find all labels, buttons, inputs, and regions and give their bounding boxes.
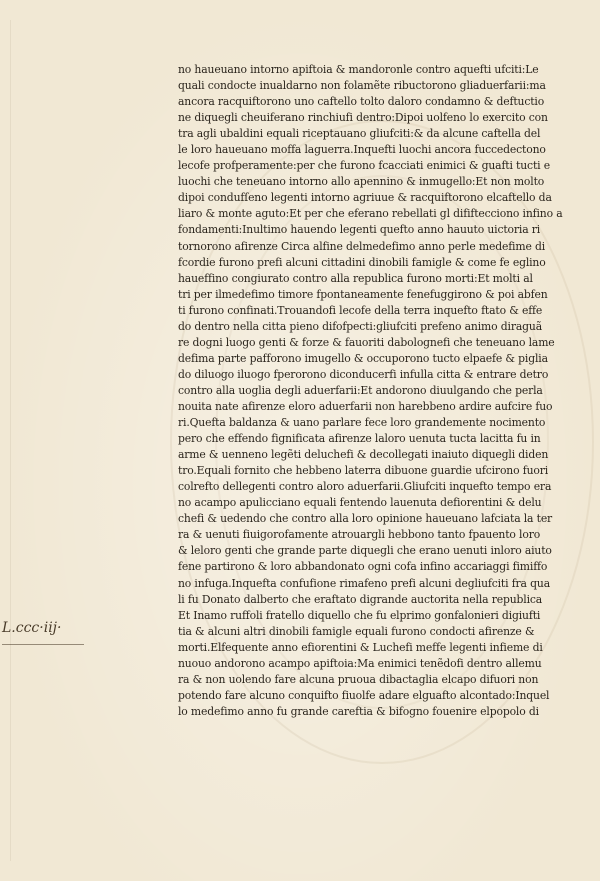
text-line: quali condocte inualdarno non folamẽte ribuctorono gliaduerfarii:ma [178, 79, 546, 93]
margin-annotation-underline [2, 644, 84, 645]
text-line: ri.Quefta baldanza & uano parlare fece loro grandemente nocimento [178, 416, 546, 430]
text-line: le loro haueuano moffa laguerra.Inquefti luochi ancora fuccedectono [178, 143, 546, 157]
text-line: chefi & uedendo che contro alla loro opinione haueuano lafciata la ter [178, 512, 553, 526]
text-line: tornorono afirenze Circa alfine delmedefimo anno perle medefime di [178, 239, 546, 253]
text-line: lecofe profperamente:per che furono fcacciati enimici & guafti tucti e [178, 159, 550, 173]
text-line: no acampo apulicciano equali fentendo lauenuta defiorentini & delu [178, 496, 542, 510]
text-line: ancora racquiftorono uno caftello tolto daloro condamno & deftuctio [178, 95, 545, 109]
text-line: fene partirono & loro abbandonato ogni cofa infino accariaggi fimiffo [178, 560, 548, 574]
text-line: tro.Equali fornito che hebbeno laterra dibuone guardie ufcirono fuori [178, 464, 549, 478]
margin-annotation: L.ccc·iij· [2, 620, 62, 636]
text-line: ti furono confinati.Trouandofi lecofe della terra inquefto ftato & effe [178, 303, 543, 317]
text-line: ne diquegli cheuiferano rinchiufi dentro:Dipoi uolfeno lo exercito con [178, 111, 548, 125]
text-line: nouita nate afirenze eloro aduerfarii non harebbeno ardire aufcire fuo [178, 399, 553, 413]
text-line: tia & alcuni altri dinobili famigle equali furono condocti afirenze & [178, 624, 535, 638]
text-line: re dogni luogo genti & forze & fauoriti dabolognefi che teneuano lame [178, 335, 555, 349]
text-line: lo medefimo anno fu grande careftia & bifogno fouenire elpopolo di [178, 704, 539, 718]
text-line: ra & non uolendo fare alcuna pruoua dibactaglia elcapo difuori non [178, 672, 539, 686]
text-line: no infuga.Inquefta confufione rimafeno prefi alcuni degliufciti fra qua [178, 576, 550, 590]
text-line: haueffino congiurato contro alla republica furono morti:Et molti al [178, 271, 533, 285]
text-line: luochi che teneuano intorno allo apennino & inmugello:Et non molto [178, 175, 545, 189]
text-line: pero che effendo fignificata afirenze laloro uenuta tucta lacitta fu in [178, 432, 541, 446]
text-line: liaro & monte aguto:Et per che eferano rebellati gl dififtecciono infino a [178, 207, 563, 221]
text-line: tra agli ubaldini equali riceptauano gliufciti:& da alcune caftella del [178, 127, 541, 141]
page-edge-line [10, 20, 11, 861]
text-line: defima parte pafforono imugello & occuporono tucto elpaefe & piglia [178, 351, 548, 365]
text-line: potendo fare alcuno conquifto fiuolfe adare elguafto alcontado:Inquel [178, 688, 550, 702]
text-line: & leloro genti che grande parte diquegli che erano uenuti inloro aiuto [178, 544, 552, 558]
text-line: Et Inamo ruffoli fratello diquello che fu elprimo gonfalonieri digiufti [178, 608, 541, 622]
text-line: fcordie furono prefi alcuni cittadini dinobili famigle & come fe eglino [178, 255, 546, 269]
text-line: contro alla uoglia degli aduerfarii:Et andorono diuulgando che perla [178, 383, 543, 397]
text-line: do dentro nella citta pieno difofpecti:gliufciti prefeno animo diraguã [178, 319, 542, 333]
text-line: arme & uenneno legẽti deluchefi & decollegati inaiuto diquegli diden [178, 448, 549, 462]
text-line: colrefto dellegenti contro aloro aduerfarii.Gliufciti inquefto tempo era [178, 480, 552, 494]
text-line: tri per ilmedefimo timore fpontaneamente fenefuggirono & poi abfen [178, 287, 548, 301]
text-line: li fu Donato dalberto che eraftato digrande auctorita nella republica [178, 592, 543, 606]
text-line: ra & uenuti fiuigorofamente atrouargli hebbono tanto fpauento loro [178, 528, 541, 542]
text-line: nuouo andorono acampo apiftoia:Ma enimici tenẽdofi dentro allemu [178, 656, 542, 670]
text-line: no haueuano intorno apiftoia & mandoronle contro aquefti ufciti:Le [178, 63, 539, 76]
text-line: dipoi condufſeno legenti intorno agriuue & racquiftorono elcaftello da [178, 191, 552, 205]
text-line: do diluogo iluogo fperorono diconducerfi infulla citta & entrare detro [178, 367, 549, 381]
printed-text-block [178, 62, 563, 720]
text-line: fondamenti:Inultimo hauendo legenti quefto anno hauuto uictoria ri [178, 223, 541, 237]
text-line: morti.Elfequente anno efiorentini & Luchefi meffe legenti infieme di [178, 640, 543, 654]
